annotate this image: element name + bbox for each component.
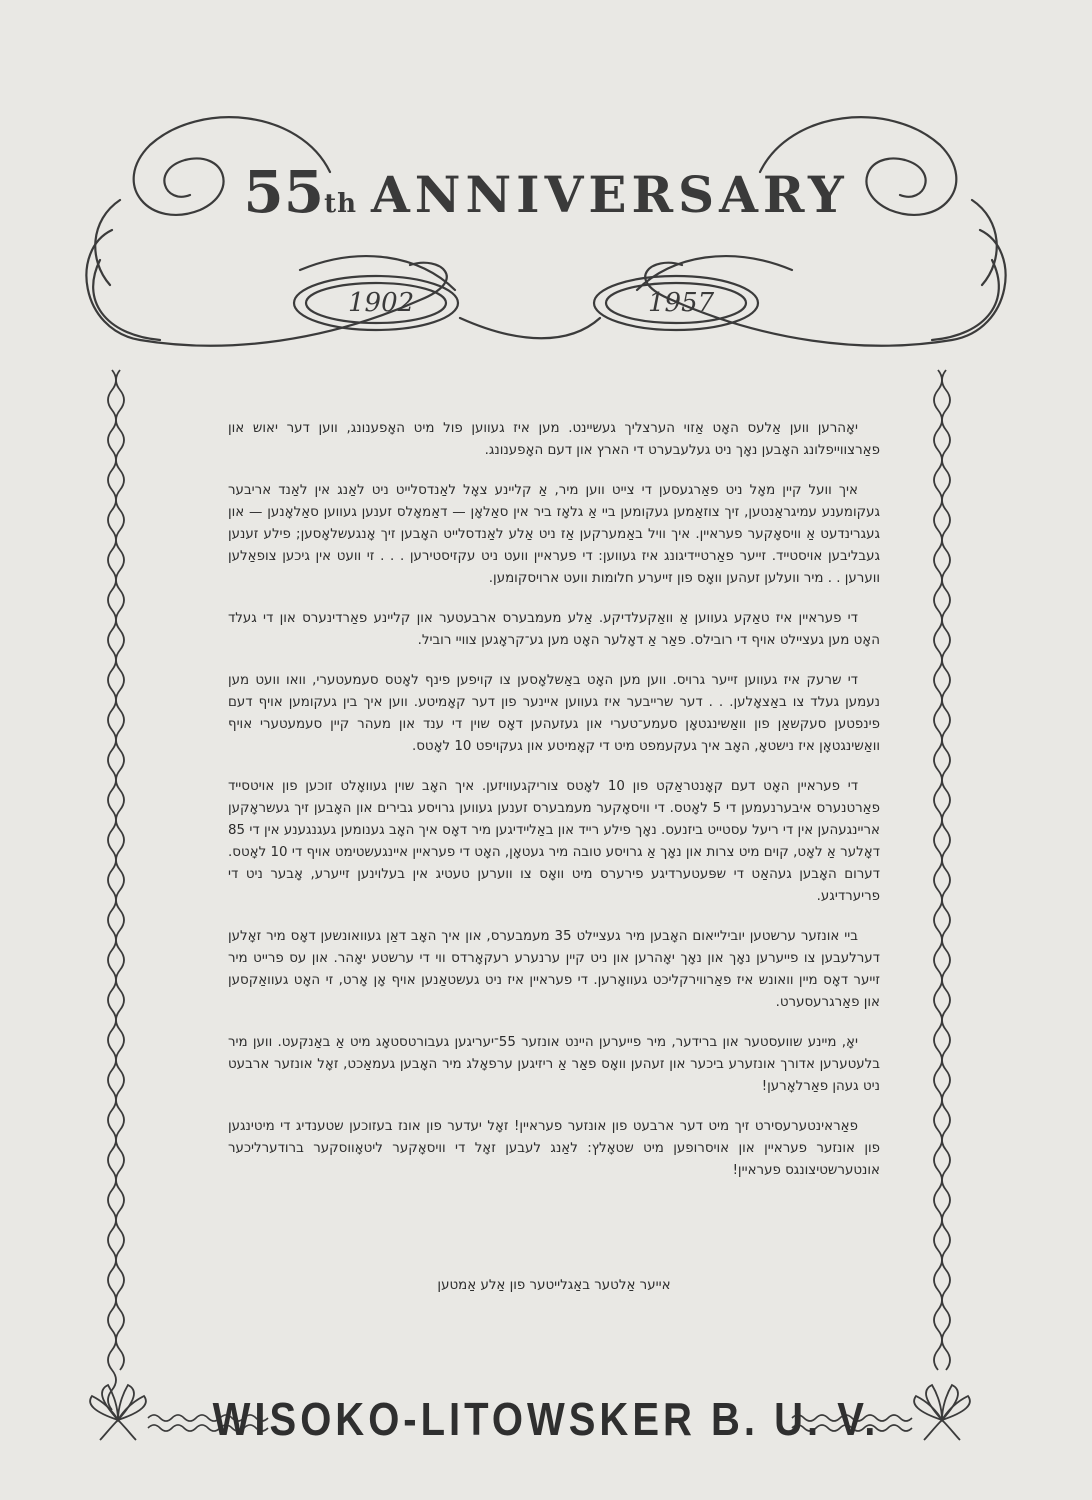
page-title bbox=[0, 158, 1092, 226]
year-end: 1957 bbox=[648, 288, 715, 318]
signature-line: אייער אַלטער באַגלייטער פון אַלע אַמטען bbox=[437, 1278, 671, 1293]
title-suffix: th bbox=[324, 189, 357, 219]
paragraph: די פעראיין איז טאַקע געווען אַ וואַקעלדיקע. אַלע מעמבערס ארבעטער און קליינע פאַרדינערס און די געלד האָט מען געציילט אויף די רובילס. פאַר אַ דאָלער האָט מען גע־קראָגען צוויי רוביל. bbox=[228, 611, 880, 648]
paragraph: יאָהרען ווען אַלעס האָט אַזוי הערצליך געשיינט. מען איז געווען פול מיט האָפענונג, ווען דער יאוש און פאַרצווייפלונג האָבען נאָך ניט געלעבערט די הארץ און דעם האָפענונג. bbox=[228, 421, 880, 458]
letter-body bbox=[228, 418, 880, 1200]
paragraph: ביי אונזער ערשטען יובילייאום האָבען מיר געציילט 35 מעמבערס, און איך האָב דאַן געוואונשען דאָס מיר זאָלען דערלעבען צו פייערען נאָך און נאָך יאָהרען און ניט קיין ערנערע רעקאָרדס ווי די ערשטע יאָהר. און עס פרייט מיר זייער דאָס מיין וואונש איז פאַרווירקליכט געוואָרען. די פעראיין איז ניט געשטאַנען אויף אָן אָרט, זי האָט געוואַקסען און פאַרגרעסערט. bbox=[228, 929, 880, 1010]
title-word: ANNIVERSARY bbox=[370, 165, 849, 224]
paragraph: יאָ, מיינע שוועסטער און ברידער, מיר פייערען היינט אונזער 55־יעריגען געבורטסטאָג מיט אַ באַנקעט. ווען מיר בלעטערען אדורך אונזערע ביכער און זעהען וואָס פאַר אַ ריזיגען ערפאָלג מיר האָבען געמאַכט, זאָל אונזער ארבעט ניט געהן פאַרלאָרען! bbox=[228, 1035, 880, 1094]
paragraph: פאַראינטערעסירט זיך מיט דער ארבעט פון אונזער פעראיין! זאָל יעדער פון אונז בעזוכען שטענדיג די מיטינגען פון אונזער פעראיין און אויסרופען מיט שטאָלץ: לאַנג לעבען זאָל די וויסאָקער ליטאָווסקער ברודערליכער אונטערשטיצונגס פעראיין! bbox=[228, 1119, 880, 1178]
rope-left bbox=[108, 370, 116, 1410]
title-number: 55 bbox=[243, 158, 325, 226]
paragraph: די פעראיין האָט דעם קאָנטראַקט פון 10 לאָטס צוריקגעוויזען. איך האָב שוין געוואָלט זוכען פון אויטסייד פאַרטנערס איבערנעמען די 5 לאָטס. די וויסאָקער מעמבערס זענען געווען גרויסע גבירים און האָבען זיך געשראָקען אריינגעהען אין די ריעל עסטייט ביזנעס. נאָך פילע רייד און באַליידיגען מיר דאָס איך האָב גענומען געגנגענע אין די 85 דאָלער אַ לאָט, קוים מיט צרות און נאָך אַ גרויסע טובה מיר געטאָן, האָט די פעראיין איינגעשטימט אויף די 10 לאָטס. דערום האָבען געהאַט די שפּעטערדיגע פירערס מיט וואָס צו ווערען טעטיג אין בעלוינען זייערע, אָבער ניט די פריערדיגע. bbox=[228, 779, 880, 904]
organization-name: WISOKO-LITOWSKER B. U. V. bbox=[212, 1394, 880, 1446]
paragraph: איך וועל קיין מאָל ניט פאַרגעסען די צייט ווען מיר, אַ קליינע צאָל לאַנדסלייט ניט לאַנג אין לאַנד אריבער געקומענע עמיגראַנטען, זיך צוזאַמען געקומען ביי אַ גלאָז ביר אין סאַלאָן — דאַמאָלס זענען געווען סאַלאָנען — און געגרינדעט אַ וויסאָקער פעראיין. איך וויל באַמערקען אַז ניט אַלע לאַנדסלייט האָבען זיך אָנגעשלאָסען; פילע זענען געבליבען אויסטייד. זייער פאַרטיידיגונג איז געווען: די פעראיין וועט ניט עקזיסטירען . . . זי וועט אין גיכען צופאַלען ווערען . . מיר וועלען זעהען וואָס פון זייערע חלומות וועט ארויסקומען. bbox=[228, 483, 880, 586]
year-start: 1902 bbox=[348, 288, 415, 318]
paragraph: די שרעק איז געווען זייער גרויס. ווען מען האָט באַשלאָסען צו קויפען פינף לאָטס סעמעטערי, וואו וועט מען נעמען געלד צו באַצאָלען. . . דער שרייבער איז געווען איינער פון דער קאָמיטע. ווען איך בין געקומען אויף דעם פינפטען סעקשאַן פון וואַשינגטאָן סעמע־טערי און געזעהען דאָס שוין די ענד און מעהר קיין סעמעטערי אויף וואַשינגטאָן איז נישטאָ, האָב איך געקעמפט מיט די קאָמיטע און געקויפט 10 לאָטס. bbox=[228, 673, 880, 754]
rope-right bbox=[934, 370, 942, 1370]
